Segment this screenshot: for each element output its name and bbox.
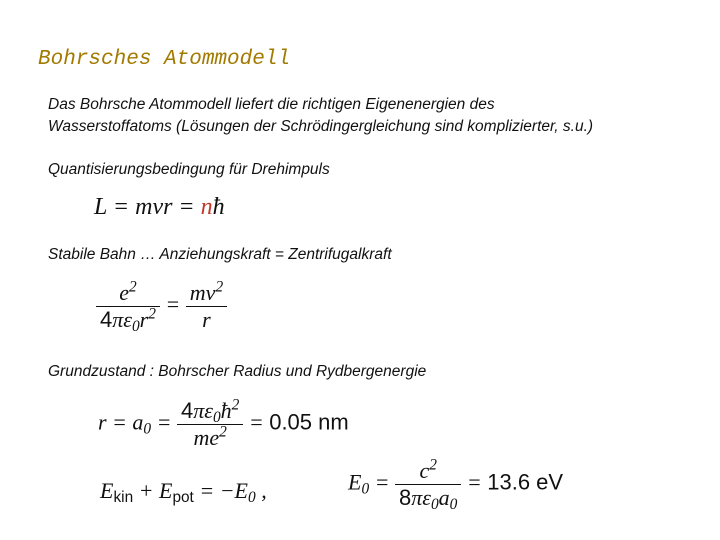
rydberg-energy-equation: $E_0$ = $\frac{c^2}{8\pi\varepsilon_0a_0}$ = 13.6 eV [348,456,564,513]
rydberg-energy-value: 13.6 eV [487,469,564,495]
page-title: Bohrsches Atommodell [38,48,291,71]
kin-subscript: kin [113,488,134,506]
bohr-radius-equation: $r = a_0$ = $\frac{4\pi\varepsilon_0ħ^2}{me^2}$ = 0.05 nm [98,396,349,450]
force-balance-equation: $\frac{e^2}{4\pi\varepsilon_0r^2}$ = $\frac{mv^2}{r}$ [96,280,227,333]
angular-momentum-equation: L = mvr = nħ [94,194,225,220]
energy-sum-equation: $E_{kin} + E_{pot} = -E_0$ , [100,478,267,506]
bohr-radius-value: 0.05 nm [269,409,349,435]
intro-text-line-2: Wasserstoffatoms (Lösungen der Schrödingergleichung sind komplizierter, s.u.) [48,118,594,135]
section-heading-ground-state: Grundzustand : Bohrscher Radius und Rydbergenergie [48,363,427,380]
section-heading-quantization: Quantisierungsbedingung für Drehimpuls [48,161,330,178]
intro-text-line-1: Das Bohrsche Atommodell liefert die richtigen Eigenenergien des [48,96,495,113]
section-heading-stable-orbit: Stabile Bahn … Anziehungskraft = Zentrifugalkraft [48,246,392,263]
pot-subscript: pot [172,488,194,506]
